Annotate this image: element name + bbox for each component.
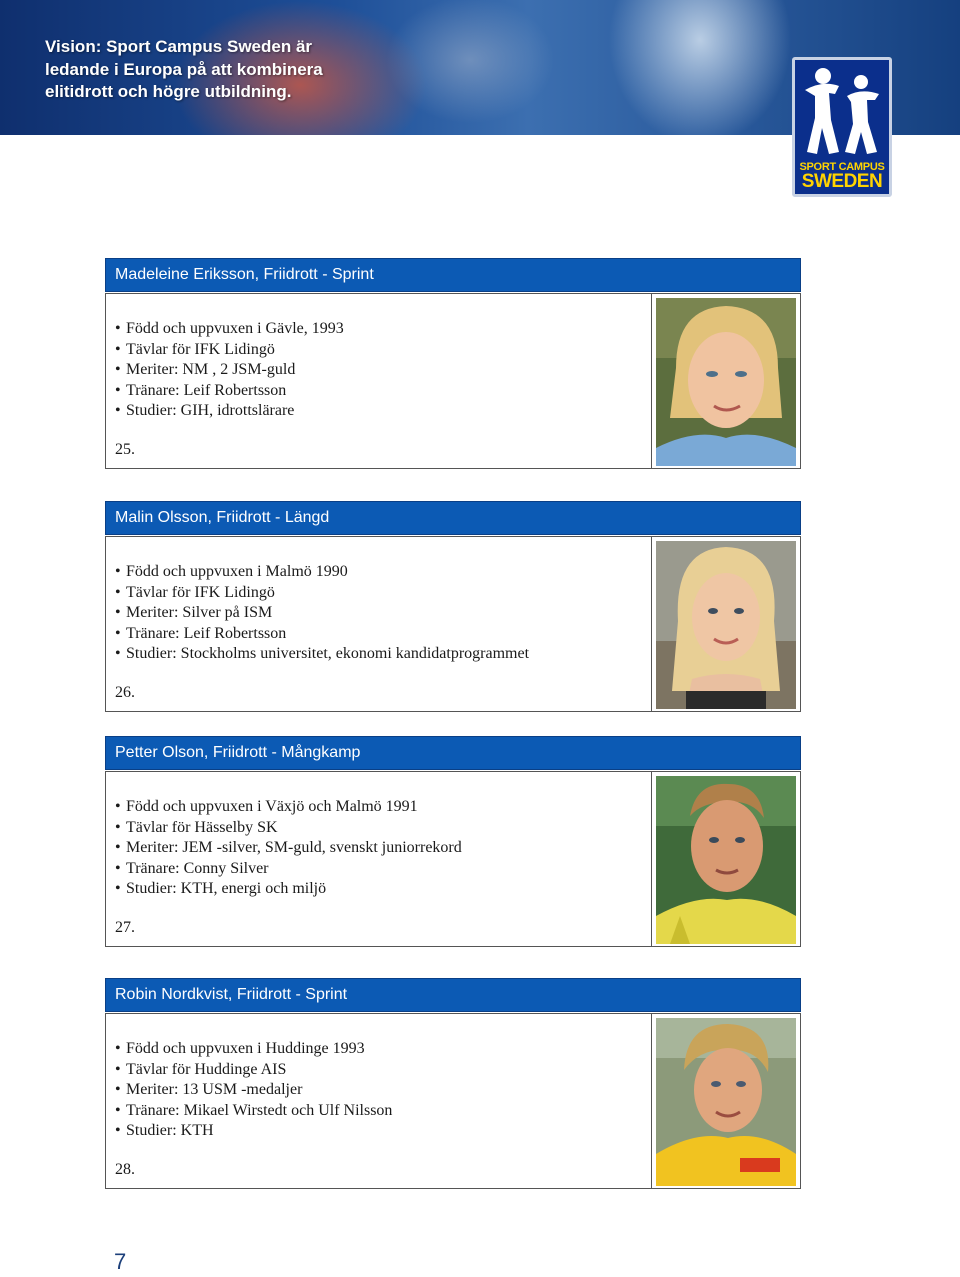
fact-item: • Född och uppvuxen i Gävle, 1993 (115, 319, 344, 340)
athlete-photo-frame (652, 1013, 801, 1189)
athlete-photo (656, 298, 796, 466)
banner-title-line-2: ledande i Europa på att kombinera (45, 59, 323, 79)
sport-campus-sweden-logo (792, 57, 892, 197)
athlete-info-panel (105, 293, 652, 469)
fact-item: • Studier: KTH (115, 1121, 392, 1142)
athlete-card-header (105, 258, 801, 292)
athlete-card-header (105, 501, 801, 535)
banner-title-line-3: elitidrott och högre utbildning. (45, 82, 292, 101)
athlete-photo-frame (652, 536, 801, 712)
athlete-name: Robin Nordkvist, Friidrott - Sprint (115, 986, 348, 1003)
athlete-card-header (105, 978, 801, 1012)
logo-text-line-2: SWEDEN (801, 171, 883, 192)
banner-title-line-1: Vision: Sport Campus Sweden är (45, 37, 313, 56)
fact-item: • Född och uppvuxen i Huddinge 1993 (115, 1039, 392, 1060)
athlete-name: Petter Olson, Friidrott - Mångkamp (115, 744, 361, 761)
athlete-card (105, 258, 801, 469)
banner-title (45, 36, 405, 104)
athlete-photo (656, 541, 796, 709)
logo-text-line-1: SPORT CAMPUS (799, 161, 885, 173)
fact-item: • Studier: KTH, energi och miljö (115, 879, 462, 900)
fact-item: • Tävlar för Hässelby SK (115, 818, 462, 839)
athlete-info-panel (105, 771, 652, 947)
fact-item: • Tränare: Leif Robertsson (115, 381, 344, 402)
fact-item: • Tävlar för IFK Lidingö (115, 583, 529, 604)
athlete-card (105, 736, 801, 947)
athlete-number: 25. (115, 441, 135, 458)
fact-item: • Meriter: JEM -silver, SM-guld, svenskt juniorrekord (115, 838, 462, 859)
athlete-card (105, 978, 801, 1189)
fact-item: • Meriter: NM , 2 JSM-guld (115, 360, 344, 381)
fact-item: • Tränare: Mikael Wirstedt och Ulf Nilsson (115, 1101, 392, 1122)
athlete-photo-frame (652, 771, 801, 947)
fact-item: • Studier: Stockholms universitet, ekonomi kandidatprogrammet (115, 644, 529, 665)
athlete-number: 28. (115, 1161, 135, 1178)
fact-item: • Tävlar för IFK Lidingö (115, 340, 344, 361)
athlete-number: 27. (115, 919, 135, 936)
athlete-info-panel (105, 536, 652, 712)
athlete-info-panel (105, 1013, 652, 1189)
athlete-photo-frame (652, 293, 801, 469)
athlete-number: 26. (115, 684, 135, 701)
athlete-card-header (105, 736, 801, 770)
athlete-photo (656, 1018, 796, 1186)
fact-item: • Tränare: Leif Robertsson (115, 624, 529, 645)
athlete-facts-list (115, 797, 462, 900)
athlete-facts-list (115, 562, 529, 665)
athlete-name: Madeleine Eriksson, Friidrott - Sprint (115, 266, 374, 283)
fact-item: • Meriter: 13 USM -medaljer (115, 1080, 392, 1101)
page-number: 7 (114, 1249, 127, 1274)
fact-item: • Tränare: Conny Silver (115, 859, 462, 880)
athlete-card (105, 501, 801, 712)
fact-item: • Född och uppvuxen i Växjö och Malmö 1991 (115, 797, 462, 818)
fact-item: • Född och uppvuxen i Malmö 1990 (115, 562, 529, 583)
athlete-photo (656, 776, 796, 944)
athlete-name: Malin Olsson, Friidrott - Längd (115, 509, 330, 526)
athlete-facts-list (115, 1039, 392, 1142)
athlete-facts-list (115, 319, 344, 422)
fact-item: • Studier: GIH, idrottslärare (115, 401, 344, 422)
fact-item: • Tävlar för Huddinge AIS (115, 1060, 392, 1081)
fact-item: • Meriter: Silver på ISM (115, 603, 529, 624)
